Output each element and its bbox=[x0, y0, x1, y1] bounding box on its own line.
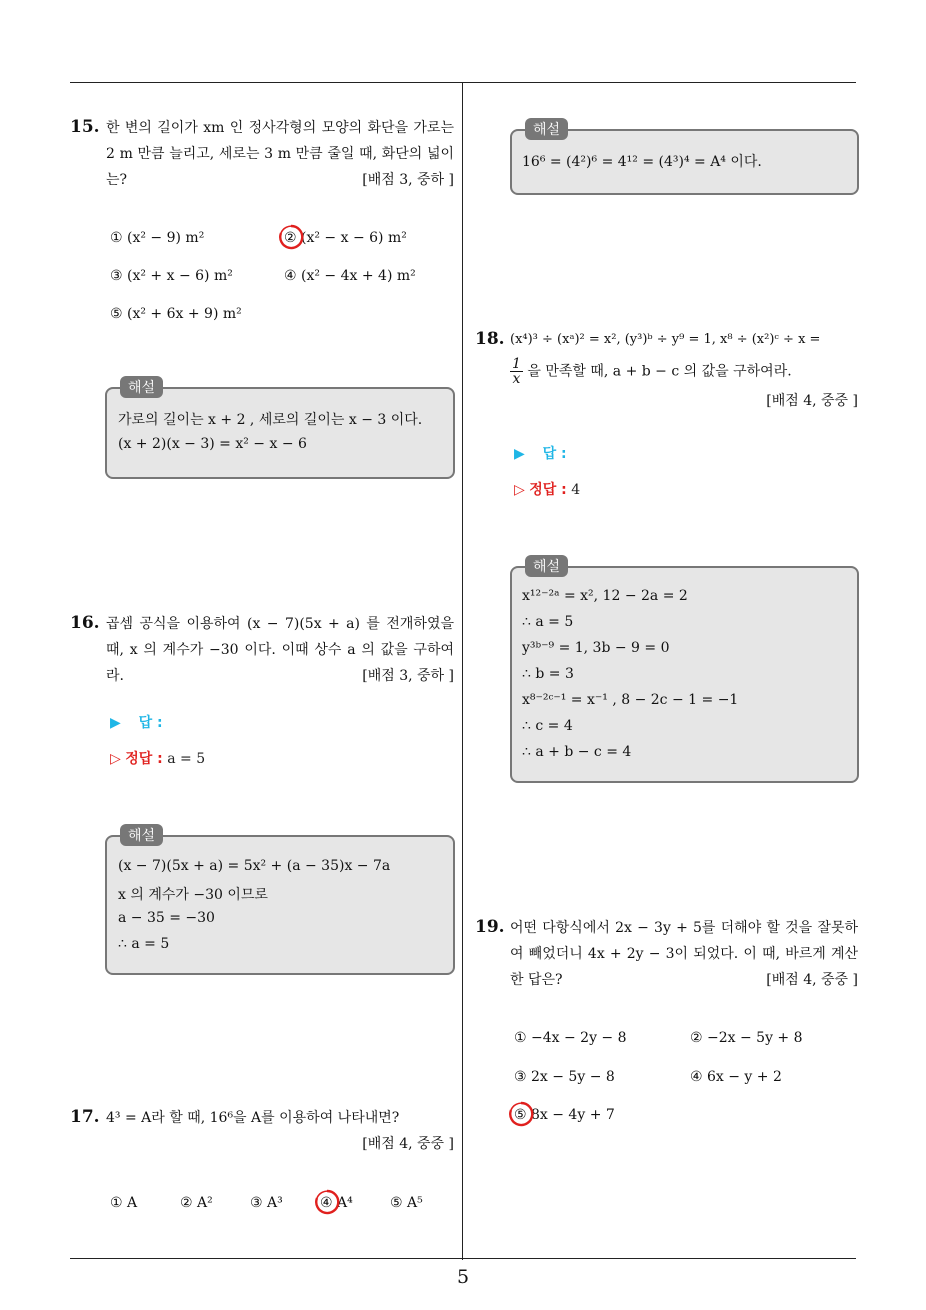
solution-line: (x + 2)(x − 3) = x² − x − 6 bbox=[118, 436, 307, 452]
correct-answer-line bbox=[110, 748, 205, 768]
solution-line: x 의 계수가 −30 이므로 bbox=[118, 887, 268, 903]
solution-line: a − 35 = −30 bbox=[118, 910, 215, 926]
correct-arrow-icon: ▷ bbox=[110, 751, 121, 767]
question-number: 17. bbox=[70, 1107, 100, 1127]
question-text: 곱셈 공식을 이용하여 (x − 7)(5x + a) 를 전개하였을 때, x 의 계수가 −30 이다. 이때 상수 a 의 값을 구하여라. bbox=[106, 616, 454, 684]
question-number: 16. bbox=[70, 613, 100, 633]
option-3[interactable]: ③ (x² + x − 6) m² bbox=[110, 268, 233, 284]
option-5[interactable]: ⑤ A⁵ bbox=[390, 1195, 423, 1211]
question-number: 15. bbox=[70, 117, 100, 137]
correct-answer-line bbox=[514, 479, 580, 499]
option-3[interactable]: ③ A³ bbox=[250, 1195, 283, 1211]
answer-mark-circle bbox=[278, 224, 304, 250]
solution-label: 해설 bbox=[120, 824, 163, 846]
answer-line bbox=[110, 712, 163, 732]
solution-line: 16⁶ = (4²)⁶ = 4¹² = (4³)⁴ = A⁴ 이다. bbox=[522, 154, 762, 170]
solution-line: ∴ b = 3 bbox=[522, 666, 574, 682]
solution-label: 해설 bbox=[525, 118, 568, 140]
fraction: $\frac{1}{x}$ bbox=[512, 356, 521, 387]
solution-line: x¹²⁻²ᵃ = x², 12 − 2a = 2 bbox=[522, 588, 688, 604]
answer-mark-circle bbox=[314, 1189, 340, 1215]
option-5[interactable]: ⑤ (x² + 6x + 9) m² bbox=[110, 306, 242, 322]
score-label: [배점 3, 중하 ] bbox=[362, 172, 454, 188]
solution-line: ∴ a = 5 bbox=[118, 936, 170, 952]
option-5[interactable]: ⑤ 8x − 4y + 7 bbox=[514, 1107, 615, 1123]
question-number: 18. bbox=[475, 329, 505, 349]
solution-label: 해설 bbox=[120, 376, 163, 398]
answer-arrow-icon: ▶ bbox=[110, 715, 121, 731]
correct-arrow-icon: ▷ bbox=[514, 482, 525, 498]
correct-label: 정답 : bbox=[125, 751, 163, 767]
correct-label: 정답 : bbox=[529, 482, 567, 498]
question-text: 한 변의 길이가 xm 인 정사각형의 모양의 화단을 가로는 2 m 만큼 늘리고, 세로는 3 m 만큼 줄일 때, 화단의 넓이는? bbox=[106, 120, 454, 188]
answer-arrow-icon: ▶ bbox=[514, 446, 525, 462]
option-1[interactable]: ① A bbox=[110, 1195, 138, 1211]
solution-box bbox=[105, 835, 455, 975]
solution-line: ∴ a = 5 bbox=[522, 614, 574, 630]
question-text: 어떤 다항식에서 2x − 3y + 5를 더해야 할 것을 잘못하여 빼었더니 4x + 2y − 3이 되었다. 이 때, 바르게 계산한 답은? bbox=[510, 920, 858, 988]
question-text-line1: (x⁴)³ ÷ (xᵃ)² = x², (y³)ᵇ ÷ y⁹ = 1, x⁸ ÷ (x²)ᶜ ÷ x = bbox=[510, 332, 821, 347]
option-4[interactable]: ④ (x² − 4x + 4) m² bbox=[284, 268, 416, 284]
solution-line: 가로의 길이는 x + 2 , 세로의 길이는 x − 3 이다. bbox=[118, 412, 423, 428]
option-4[interactable]: ④ 6x − y + 2 bbox=[690, 1069, 782, 1085]
solution-line: y³ᵇ⁻⁹ = 1, 3b − 9 = 0 bbox=[522, 640, 670, 656]
option-2[interactable]: ② −2x − 5y + 8 bbox=[690, 1030, 803, 1046]
solution-line: ∴ a + b − c = 4 bbox=[522, 744, 632, 760]
correct-value: a = 5 bbox=[167, 751, 206, 767]
option-2[interactable]: ② (x² − x − 6) m² bbox=[284, 230, 407, 246]
question-text: 4³ = A라 할 때, 16⁶을 A를 이용하여 나타내면? bbox=[106, 1110, 400, 1126]
solution-line: (x − 7)(5x + a) = 5x² + (a − 35)x − 7a bbox=[118, 858, 391, 874]
option-1[interactable]: ① (x² − 9) m² bbox=[110, 230, 205, 246]
score-label: [배점 4, 중중 ] bbox=[766, 393, 858, 409]
column-divider bbox=[462, 82, 463, 1260]
question-text-line2: 을 만족할 때, a + b − c 의 값을 구하여라. bbox=[527, 363, 792, 380]
option-1[interactable]: ① −4x − 2y − 8 bbox=[514, 1030, 627, 1046]
score-label: [배점 4, 중중 ] bbox=[766, 972, 858, 988]
top-rule bbox=[70, 82, 856, 83]
score-label: [배점 3, 중하 ] bbox=[362, 668, 454, 684]
solution-box bbox=[105, 387, 455, 479]
solution-line: ∴ c = 4 bbox=[522, 718, 573, 734]
option-4[interactable]: ④ A⁴ bbox=[320, 1195, 353, 1211]
bottom-rule bbox=[70, 1258, 856, 1259]
answer-label: 답 : bbox=[542, 446, 567, 462]
answer-label: 답 : bbox=[138, 715, 163, 731]
solution-label: 해설 bbox=[525, 555, 568, 577]
answer-line bbox=[514, 443, 567, 463]
score-label: [배점 4, 중중 ] bbox=[362, 1136, 454, 1152]
page-number: 5 bbox=[456, 1266, 470, 1288]
question-number: 19. bbox=[475, 917, 505, 937]
option-3[interactable]: ③ 2x − 5y − 8 bbox=[514, 1069, 615, 1085]
answer-mark-circle bbox=[508, 1101, 534, 1127]
solution-line: x⁸⁻²ᶜ⁻¹ = x⁻¹ , 8 − 2c − 1 = −1 bbox=[522, 692, 739, 708]
correct-value: 4 bbox=[571, 482, 581, 498]
option-2[interactable]: ② A² bbox=[180, 1195, 213, 1211]
